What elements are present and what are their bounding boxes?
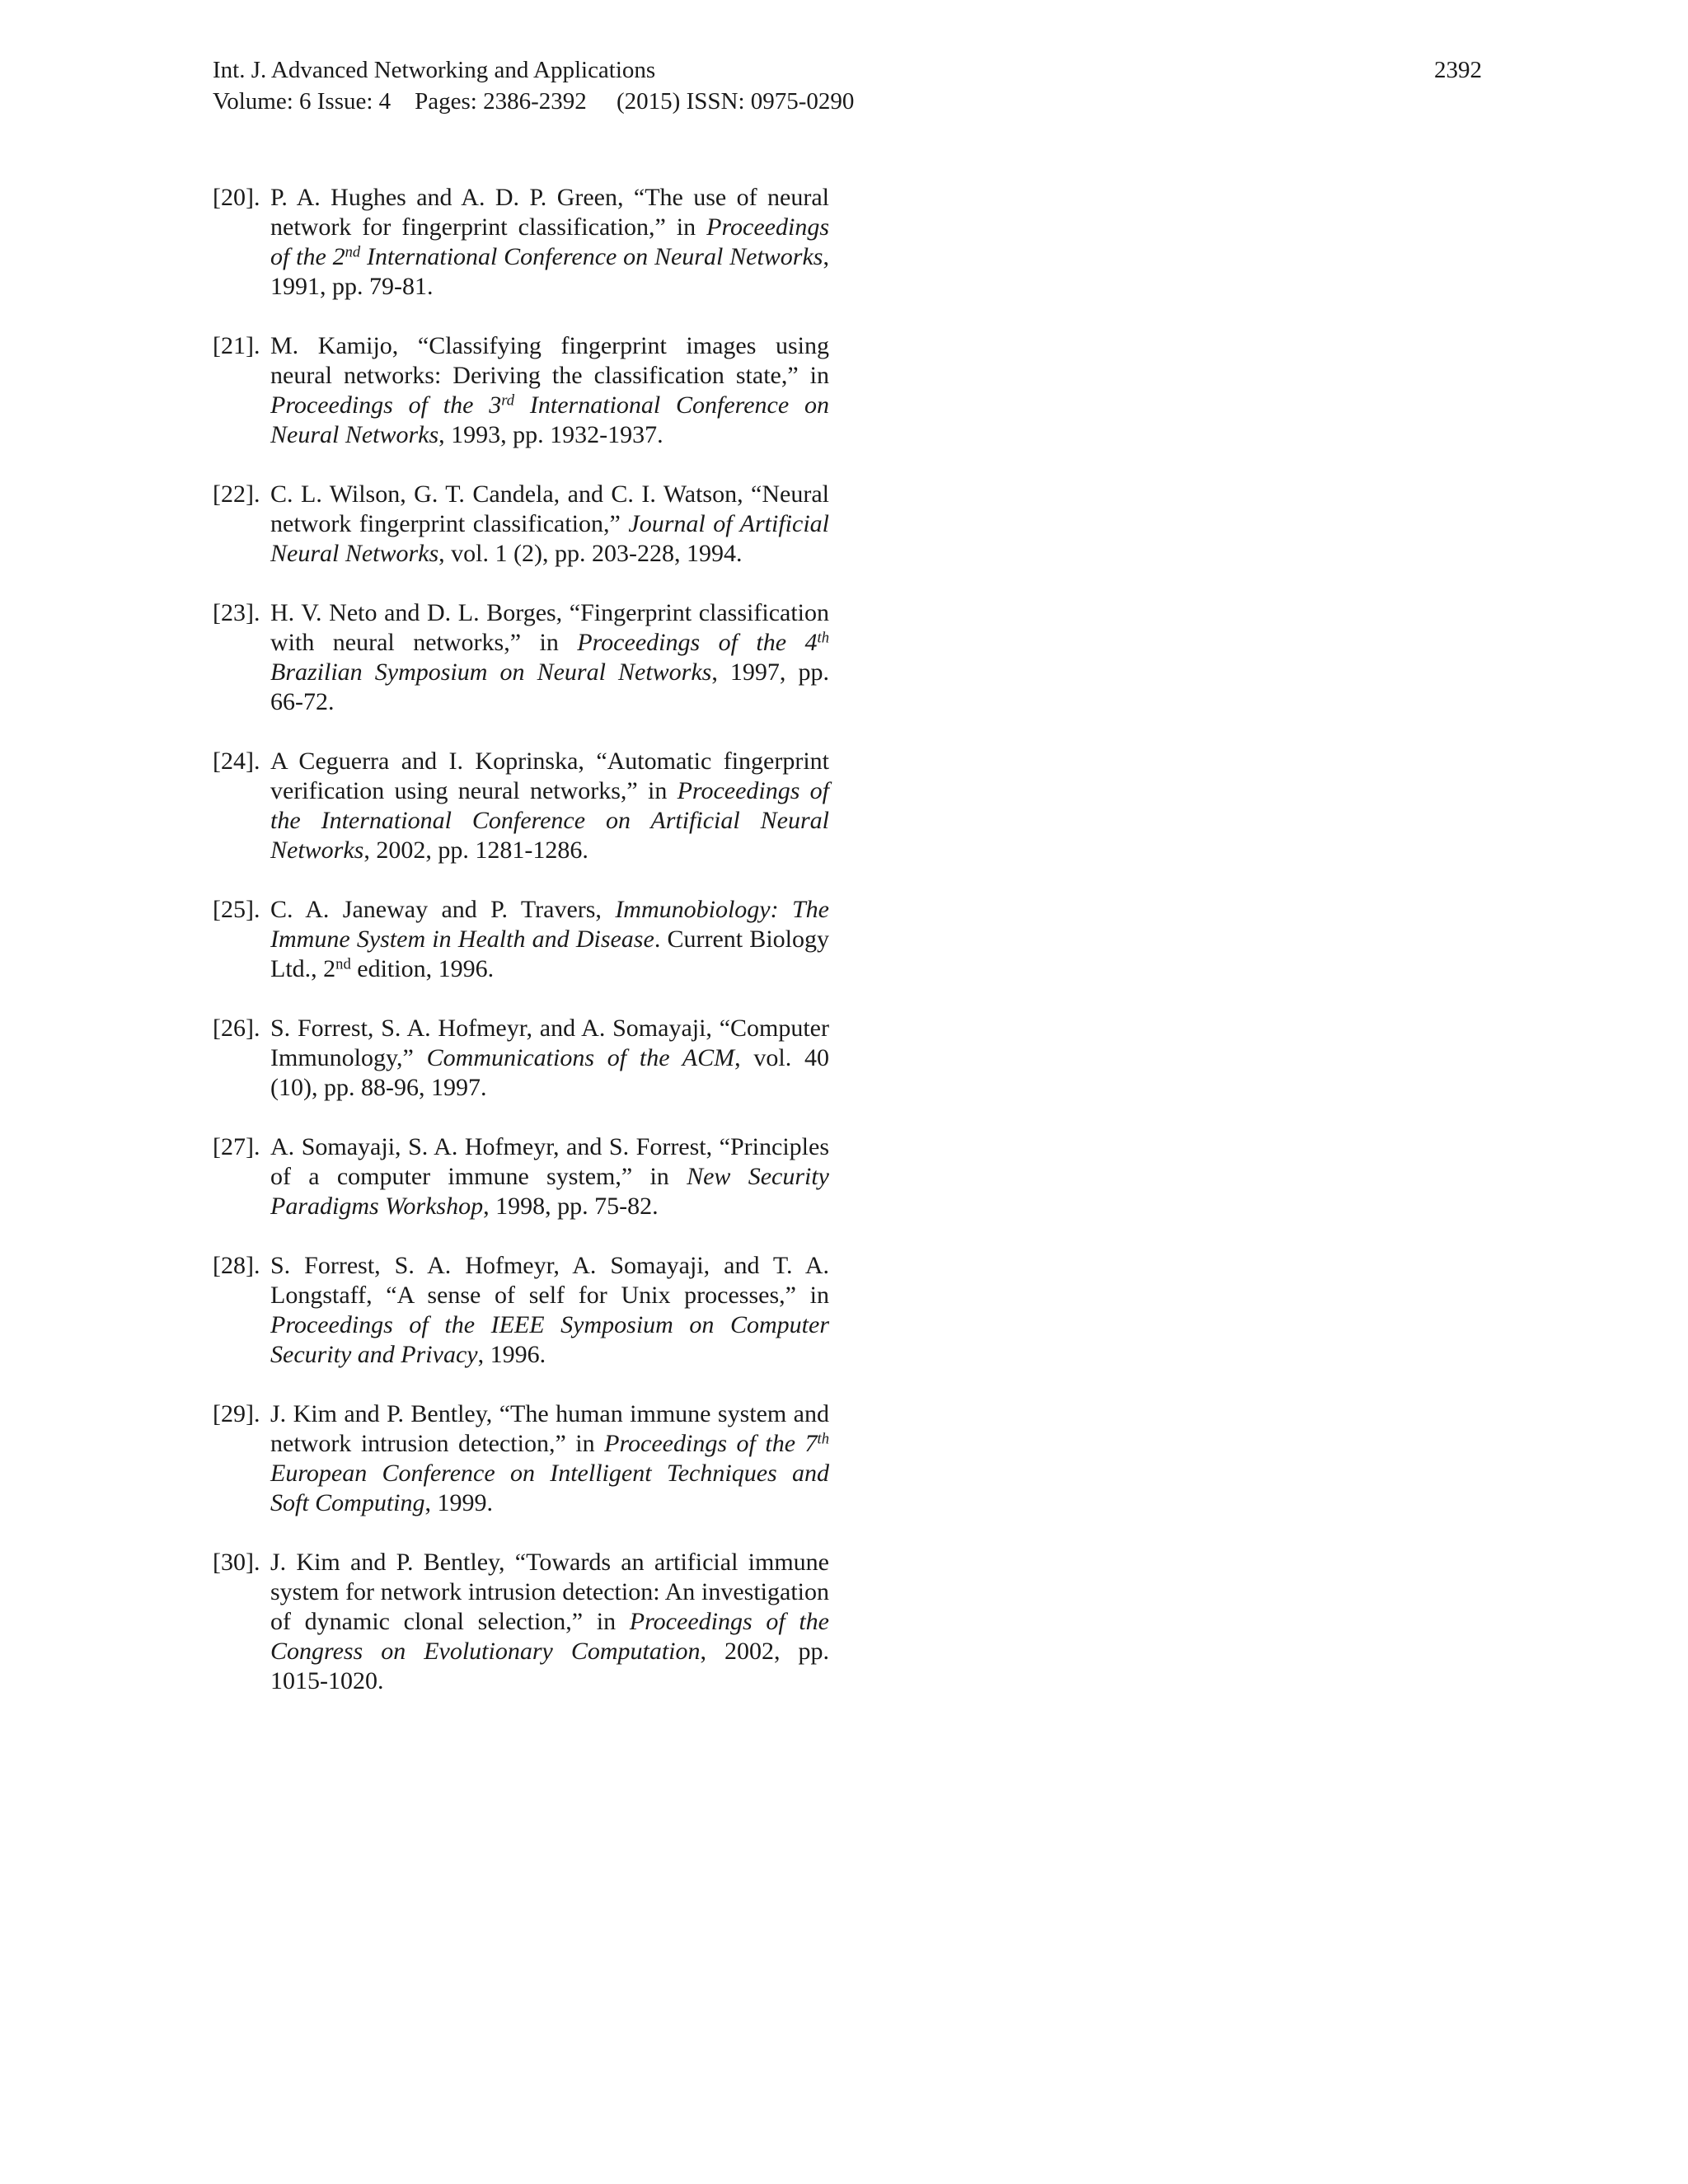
reference-text-run: J. Kim and P. Bentley, “The human immune system and network intrusion detection,” in bbox=[270, 1400, 829, 1457]
reference-text-run: , vol. 1 (2), pp. 203-228, 1994. bbox=[438, 540, 743, 567]
reference-italic-text: International Conference on Neural Networks bbox=[360, 243, 823, 270]
reference-text-run: S. Forrest, S. A. Hofmeyr, A. Somayaji, and T. A. Longstaff, “A sense of self for Unix processes,” in bbox=[270, 1252, 829, 1309]
reference-italic-text: rd bbox=[501, 391, 515, 410]
ordinal-superscript bbox=[501, 392, 514, 410]
reference-text bbox=[270, 1251, 829, 1370]
reference-italic-text: th bbox=[817, 629, 829, 647]
reference-italic-text: Proceedings of the 7 bbox=[604, 1430, 818, 1457]
page-number: 2392 bbox=[1434, 57, 1482, 83]
reference-entry bbox=[213, 747, 829, 865]
reference-italic-text: New Security Paradigms Workshop bbox=[270, 1163, 829, 1220]
reference-text bbox=[270, 895, 829, 984]
reference-text bbox=[270, 1132, 829, 1221]
reference-number: [24]. bbox=[213, 748, 260, 775]
reference-text-run: , 1997, pp. 66-72. bbox=[270, 658, 829, 715]
reference-text-run: C. A. Janeway and P. Travers, bbox=[270, 896, 616, 923]
reference-text-run: H. V. Neto and D. L. Borges, “Fingerprint classification with neural networks,” in bbox=[270, 599, 829, 656]
reference-italic-text: Immunobiology: The Immune System in Health and Disease bbox=[270, 896, 829, 953]
reference-entry bbox=[213, 895, 829, 984]
reference-text bbox=[270, 331, 829, 450]
reference-text bbox=[270, 598, 829, 717]
reference-number: [20]. bbox=[213, 184, 260, 211]
reference-list bbox=[213, 183, 829, 1726]
reference-italic-text: Proceedings of the International Conference on Artificial Neural Networks bbox=[270, 777, 829, 864]
reference-text bbox=[270, 747, 829, 865]
reference-text-run: , 2002, pp. 1281-1286. bbox=[363, 837, 588, 864]
reference-text-run: , 2002, pp. 1015-1020. bbox=[270, 1638, 829, 1694]
reference-italic-text: Proceedings of the 3 bbox=[270, 391, 502, 419]
reference-italic-text: Journal of Artificial Neural Networks bbox=[270, 510, 829, 567]
reference-text-run: J. Kim and P. Bentley, “Towards an artificial immune system for network intrusion detection: An investigation of dynamic clonal selection,” in bbox=[270, 1549, 829, 1635]
reference-text-run: M. Kamijo, “Classifying fingerprint images using neural networks: Deriving the classification state,” in bbox=[270, 332, 829, 389]
reference-text-run: , vol. 40 (10), pp. 88-96, 1997. bbox=[270, 1044, 830, 1101]
reference-text-run: , 1993, pp. 1932-1937. bbox=[438, 421, 663, 448]
reference-entry bbox=[213, 1132, 829, 1221]
reference-entry bbox=[213, 331, 829, 450]
reference-number: [29]. bbox=[213, 1400, 260, 1427]
reference-italic-text: Brazilian Symposium on Neural Networks bbox=[270, 658, 712, 686]
reference-text-run: A Ceguerra and I. Koprinska, “Automatic fingerprint verification using neural networks,” in bbox=[270, 748, 829, 804]
reference-italic-text: Communications of the ACM bbox=[426, 1044, 735, 1071]
reference-number: [25]. bbox=[213, 896, 260, 923]
reference-text bbox=[270, 1399, 829, 1518]
reference-number: [21]. bbox=[213, 332, 260, 359]
reference-italic-text: European Conference on Intelligent Techniques and Soft Computing bbox=[270, 1460, 829, 1516]
issue-line: Volume: 6 Issue: 4 Pages: 2386-2392 (2015) ISSN: 0975-0290 bbox=[213, 88, 855, 115]
ordinal-superscript bbox=[818, 1431, 829, 1448]
ordinal-superscript bbox=[345, 244, 361, 261]
reference-text-run: , 1991, pp. 79-81. bbox=[270, 243, 829, 300]
ordinal-superscript bbox=[335, 956, 351, 973]
reference-number: [27]. bbox=[213, 1133, 260, 1160]
reference-entry bbox=[213, 1251, 829, 1370]
reference-italic-text: Proceedings of the Congress on Evolutionary Computation bbox=[270, 1608, 829, 1665]
reference-text-run: . Current Biology Ltd., 2 bbox=[270, 926, 829, 982]
reference-text-run: P. A. Hughes and A. D. P. Green, “The use of neural network for fingerprint classification,” in bbox=[270, 184, 829, 241]
reference-number: [22]. bbox=[213, 480, 260, 508]
reference-italic-text: International Conference on Neural Networks bbox=[270, 391, 829, 448]
reference-text-run: edition, 1996. bbox=[350, 955, 495, 982]
reference-text bbox=[270, 183, 829, 302]
reference-text-run: C. L. Wilson, G. T. Candela, and C. I. Watson, “Neural network fingerprint classification,” bbox=[270, 480, 829, 537]
reference-text-run: , 1999. bbox=[424, 1489, 494, 1516]
reference-text-run: nd bbox=[335, 955, 351, 973]
reference-entry bbox=[213, 598, 829, 717]
journal-title: Int. J. Advanced Networking and Applications bbox=[213, 57, 656, 83]
reference-entry bbox=[213, 183, 829, 302]
reference-text bbox=[270, 480, 829, 569]
reference-italic-text: Proceedings of the 4 bbox=[577, 629, 818, 656]
ordinal-superscript bbox=[818, 630, 829, 647]
reference-text bbox=[270, 1548, 829, 1696]
reference-italic-text: Proceedings of the 2 bbox=[270, 213, 829, 270]
running-header bbox=[213, 54, 1482, 117]
reference-entry bbox=[213, 1014, 829, 1103]
reference-italic-text: th bbox=[817, 1430, 830, 1448]
reference-entry bbox=[213, 480, 829, 569]
reference-number: [28]. bbox=[213, 1252, 260, 1279]
reference-text-run: , 1996. bbox=[477, 1341, 546, 1368]
reference-number: [26]. bbox=[213, 1015, 260, 1042]
reference-entry bbox=[213, 1399, 829, 1518]
reference-text-run: A. Somayaji, S. A. Hofmeyr, and S. Forrest, “Principles of a computer immune system,” in bbox=[270, 1133, 829, 1190]
reference-number: [23]. bbox=[213, 599, 260, 626]
reference-italic-text: Proceedings of the IEEE Symposium on Computer Security and Privacy bbox=[270, 1311, 829, 1368]
reference-text-run: S. Forrest, S. A. Hofmeyr, and A. Somayaji, “Computer Immunology,” bbox=[270, 1015, 829, 1071]
reference-italic-text: nd bbox=[345, 243, 361, 261]
reference-text bbox=[270, 1014, 829, 1103]
reference-text-run: , 1998, pp. 75-82. bbox=[483, 1193, 659, 1220]
reference-number: [30]. bbox=[213, 1549, 260, 1576]
reference-entry bbox=[213, 1548, 829, 1696]
